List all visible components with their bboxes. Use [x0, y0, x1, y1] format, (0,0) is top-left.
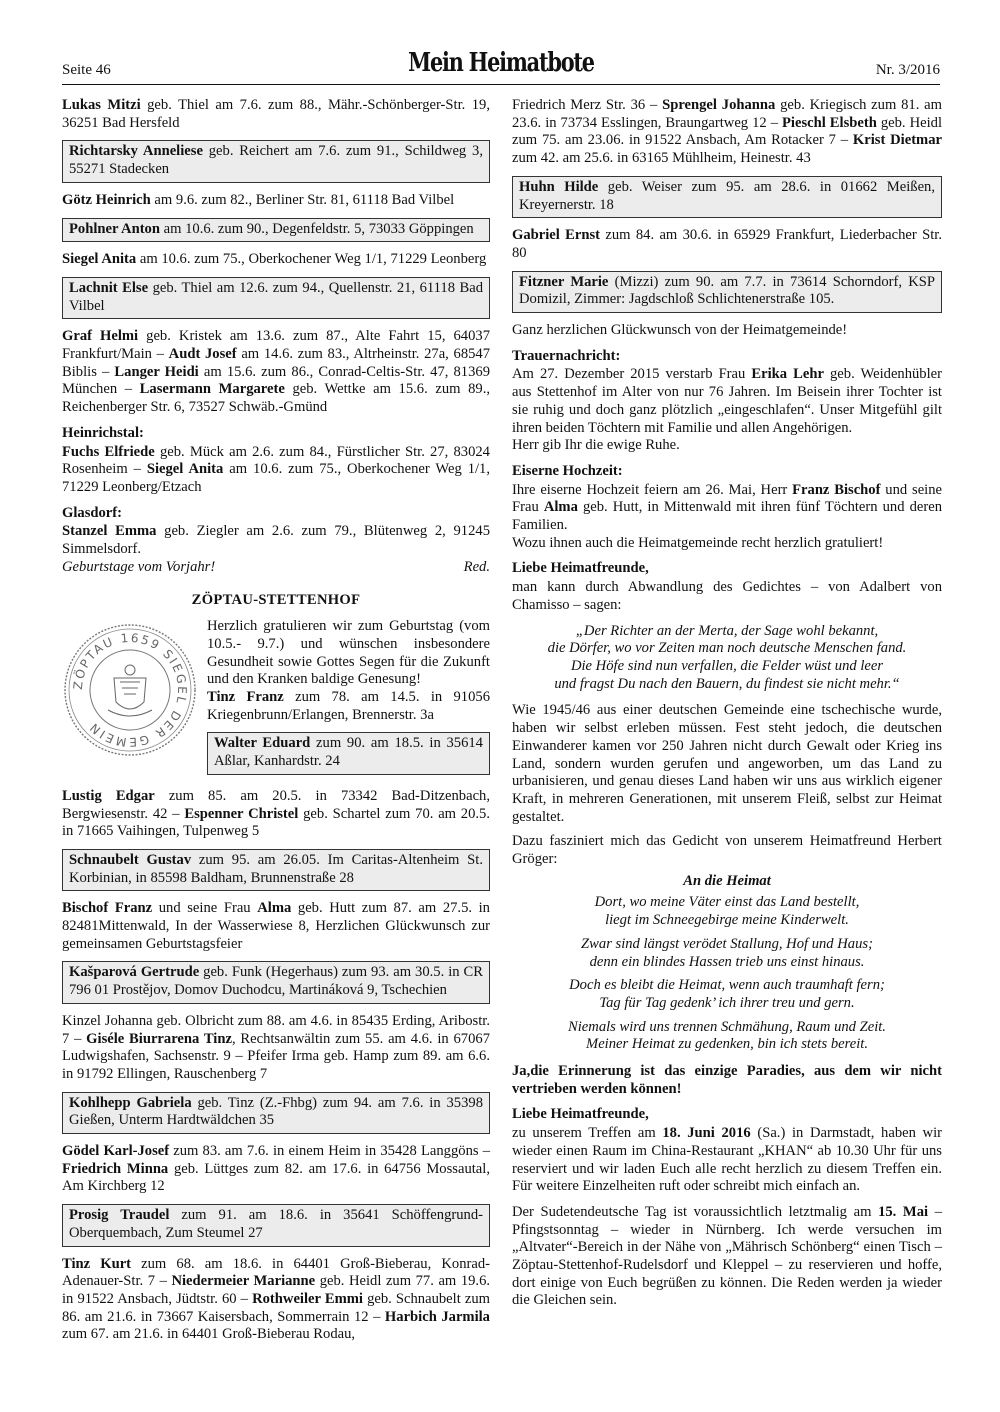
section-meeting [512, 1106, 942, 1196]
section-heinrichstal [62, 425, 490, 497]
note-signature: Red. [463, 558, 490, 575]
birthday-entry: Gabriel Ernst zum 84. am 30.6. in 65929 Frankfurt, Liederbacher Str. 80 [512, 227, 942, 261]
congratulation-line: Ganz herzlichen Glückwunsch von der Heimatgemeinde! [512, 322, 848, 339]
birthday-entry: Gödel Karl-Josef zum 83. am 7.6. in einem Heim in 35428 Langgöns – Friedrich Minna geb. Lüttges zum 82. am 17.6. in 64756 Mossautal, Am Kirchberg 12 [62, 1143, 490, 1195]
section-heading: Heinrichstal: [62, 424, 144, 441]
paragraph: Wie 1945/46 aus einer deutschen Gemeinde eine tschechische wurde, haben wir selbst erleben müssen. Fest steht jedoch, die deutschen Einwanderer kamen vor 250 Jahren nicht durch Gewalt oder Krieg ins Land, sondern wurden gerufen und angeworben, um das Land zu urbanisieren, und genau dieses Land haben wir uns aus wirklich eigener Kraft, in mehreren Generationen, mit unserem Fleiß, selbst zur Heimat gestaltet. [512, 702, 942, 825]
section-text: Stanzel Emma geb. Ziegler am 2.6. zum 79., Blütenweg 2, 91245 Simmelsdorf. [62, 523, 490, 558]
highlight-entry: Lachnit Else geb. Thiel am 12.6. zum 94., Quellenstr. 21, 61118 Bad Vilbel [62, 277, 490, 319]
highlight-entry: Walter Eduard zum 90. am 18.5. in 35614 Aßlar, Kanhardstr. 24 [207, 732, 490, 774]
bold-statement: Ja,die Erinnerung ist das einzige Paradies, aus dem wir nicht vertrieben werden können! [512, 1063, 942, 1097]
section-obituary [512, 348, 942, 455]
poem-stanza: Doch es bleibt die Heimat, wenn auch traumhaft fern; Tag für Tag gedenk’ ich ihrer treu und gern. [569, 977, 885, 1011]
issue-number: Nr. 3/2016 [875, 62, 940, 78]
paragraph: Dazu fasziniert mich das Gedicht von unserem Heimatfreund Herbert Gröger: [512, 833, 942, 868]
masthead-title: Mein Heimatbote [408, 48, 594, 78]
highlight-entry: Schnaubelt Gustav zum 95. am 26.05. Im Caritas-Altenheim St. Korbinian, in 85598 Baldham, Brunnenstraße 28 [62, 849, 490, 891]
seal-block [62, 618, 490, 784]
highlight-entry: Pohlner Anton am 10.6. zum 90., Degenfeldstr. 5, 73033 Göppingen [62, 218, 490, 243]
section-heading: Liebe Heimatfreunde, [512, 560, 649, 577]
poem [512, 894, 942, 1054]
poem-stanza: Niemals wird uns trennen Schmähung, Raum und Zeit. Meiner Heimat zu gedenken, bin ich stets bereit. [568, 1018, 886, 1053]
note-text: Geburtstage vom Vorjahr! [62, 558, 216, 575]
birthday-entry: Lukas Mitzi geb. Thiel am 7.6. zum 88., Mähr.-Schönberger-Str. 19, 36251 Bad Hersfeld [62, 97, 490, 131]
section-heading: Trauernachricht: [512, 347, 621, 364]
highlight-entry: Prosig Traudel zum 91. am 18.6. in 35641 Schöffengrund-Oberquembach, Zum Steumel 27 [62, 1204, 490, 1246]
section-heading: Eiserne Hochzeit: [512, 462, 623, 479]
birthday-entry: Bischof Franz und seine Frau Alma geb. Hutt zum 87. am 27.5. in 82481Mittenwald, In der Wasserwiese 8, Herzlichen Glückwunsch zur gemeinsamen Geburtstagsfeier [62, 900, 490, 952]
highlight-entry: Kohlhepp Gabriela geb. Tinz (Z.-Fhbg) zum 94. am 7.6. in 35398 Gießen, Unterm Hardtwäldchen 35 [62, 1092, 490, 1134]
section-text: man kann durch Abwandlung des Gedichtes – von Adalbert von Chamisso – sagen: [512, 579, 942, 613]
section-title: ZÖPTAU-STETTENHOF [191, 592, 361, 609]
birthday-entry: Tinz Kurt zum 68. am 18.6. in 64401 Groß-Bieberau, Konrad-Adenauer-Str. 7 – Niedermeier Marianne geb. Heidl zum 77. am 19.6. in 91522 Ansbach, Jüdtstr. 60 – Rothweiler Emmi geb. Schnaubelt zum 86. am 21.6. in 73667 Kaisersbach, Sommerrain 12 – Harbich Jarmila zum 67. am 21.6. in 64401 Groß-Bieberau Rodau, [62, 1255, 491, 1343]
section-iron-wedding [512, 463, 942, 553]
left-column [62, 97, 490, 1352]
birthday-entry: Graf Helmi geb. Kristek am 13.6. zum 87., Alte Fahrt 15, 64037 Frankfurt/Main – Audt Josef am 14.6. zum 83., Altrheinstr. 27a, 68547 Biblis – Langer Heidi am 15.6. zum 86., Conrad-Celtis-Str. 47, 81369 München – Lasermann Margarete geb. Wettke am 15.6. zum 89., Reichenberger Str. 6, 73527 Schwäb.-Gmünd [62, 328, 491, 416]
section-text: zu unserem Treffen am 18. Juni 2016 (Sa.) in Darmstadt, haben wir wieder einen Raum im China-Restaurant „KHAN“ ab 10.30 Uhr für uns reserviert und wir laden Euch alle recht herzlich zu diesem Treffen ein. Für weitere Einzelheiten ruft oder schreibt mich einfach an. [512, 1125, 943, 1195]
municipal-seal-icon [62, 622, 198, 758]
poem-stanza: Zwar sind längst verödet Stallung, Hof und Haus; denn ein blindes Hassen trieb uns einst hinaus. [581, 935, 873, 970]
birthday-entry: Lustig Edgar zum 85. am 20.5. in 73342 Bad-Ditzenbach, Bergwiesenstr. 42 – Espenner Christel geb. Schartel zum 70. am 20.5. in 71665 Vaihingen, Tulpenweg 5 [62, 787, 490, 840]
highlight-entry: Huhn Hilde geb. Weiser zum 95. am 28.6. in 01662 Meißen, Kreyernerstr. 18 [512, 176, 942, 218]
section-text: Ihre eiserne Hochzeit feiern am 26. Mai, Herr Franz Bischof und seine Frau Alma geb. Hutt, in Mittenwald mit ihren fünf Töchtern und deren Familien. Wozu ihnen auch die Heimatgemeinde recht herzlich gratuliert! [512, 481, 943, 551]
birthday-entry: Götz Heinrich am 9.6. zum 82., Berliner Str. 81, 61118 Bad Vilbel [62, 191, 455, 208]
editorial-note [62, 559, 490, 577]
highlight-entry: Fitzner Marie (Mizzi) zum 90. am 7.7. in 73614 Schorndorf, KSP Domizil, Zimmer: Jagdschloß Schlichtenerstraße 105. [512, 271, 942, 313]
quoted-poem: „Der Richter an der Merta, der Sage wohl bekannt, die Dörfer, wo vor Zeiten man noch deutsche Menschen fand. Die Höfe sind nun verfallen, die Felder wüst und leer und fragst Du nach den Bauern, du findest sie nicht mehr.“ [547, 622, 907, 692]
right-column [512, 97, 942, 1317]
poem-title: An die Heimat [683, 872, 771, 889]
birthday-entry: Siegel Anita am 10.6. zum 75., Oberkochener Weg 1/1, 71229 Leonberg [62, 251, 487, 268]
section-text: Am 27. Dezember 2015 verstarb Frau Erika Lehr geb. Weidenhübler aus Stettenhof im Alter von nur 76 Jahren. Im Beisein ihrer Tochter ist sie ruhig und doch ganz plötzlich „eingeschlafen“. Unser Mitgefühl gilt ihren beiden Töchtern mit Familie und allen Angehörigen. Herr gib Ihr die ewige Ruhe. [512, 366, 943, 454]
section-letter [512, 560, 942, 614]
svg-text:ZÖPTAU 1659 SIEGEL DER GEMEIN: ZÖPTAU 1659 SIEGEL DER GEMEIN [70, 630, 190, 750]
highlight-entry: Kašparová Gertrude geb. Funk (Hegerhaus) zum 93. am 30.5. in CR 796 01 Prostějov, Domov Duchodcu, Martináková 9, Tschechien [62, 961, 490, 1003]
highlight-entry: Richtarsky Anneliese geb. Reichert am 7.6. zum 91., Schildweg 3, 55271 Stadecken [62, 140, 490, 182]
paragraph: Der Sudetendeutsche Tag ist voraussichtlich letztmalig am 15. Mai – Pfingstsonntag – wieder in Nürnberg. Ich werde versuchen im „Altvater“-Bereich in der Nähe von „Mährisch Schönberg“ einen Tisch – Zöptau-Stettenhof-Rudelsdorf und Kleppel – zu reservieren und hoffe, dort einige von Euch begrüßen zu können. Die Reden werden ja wieder die Gleichen sein. [512, 1203, 942, 1309]
birthday-entry: Tinz Franz zum 78. am 14.5. in 91056 Kriegenbrunn/Erlangen, Brennerstr. 3a [207, 688, 490, 723]
section-heading: Liebe Heimatfreunde, [512, 1106, 649, 1123]
page-header [62, 50, 940, 85]
birthday-entry: Friedrich Merz Str. 36 – Sprengel Johanna geb. Kriegisch zum 81. am 23.6. in 73734 Esslingen, Braungartweg 12 – Pieschl Elsbeth geb. Heidl zum 75. am 23.06. in 91522 Ansbach, Am Rotacker 7 – Krist Dietmar zum 42. am 25.6. in 63165 Mühlheim, Heinestr. 43 [512, 97, 942, 167]
birthday-entry: Kinzel Johanna geb. Olbricht zum 88. am 4.6. in 85435 Erding, Aribostr. 7 – Giséle Biurrarena Tinz, Rechtsanwältin zum 55. am 4.6. in 67067 Ludwigshafen, Sachsenstr. 9 – Pfeifer Irma geb. Hamp zum 89. am 6.6. in 91792 Ellingen, Rauschenberg 7 [62, 1012, 490, 1082]
section-glasdorf [62, 505, 490, 559]
poem-stanza: Dort, wo meine Väter einst das Land bestellt, liegt im Schneegebirge meine Kinderwelt. [594, 894, 860, 929]
greeting-text: Herzlich gratulieren wir zum Geburtstag (vom 10.5.- 9.7.) und wünschen insbesondere Gesundheit sowie Gottes Segen für die Zukunft und den Kranken baldige Genesung! [207, 618, 490, 688]
page-number: Seite 46 [62, 62, 111, 78]
section-text: Fuchs Elfriede geb. Mück am 2.6. zum 84., Fürstlicher Str. 27, 83024 Rosenheim – Siegel Anita am 10.6. zum 75., Oberkochener Weg 1/1, 71229 Leonberg/Etzach [62, 443, 490, 495]
section-heading: Glasdorf: [62, 504, 122, 521]
greeting-block [207, 618, 490, 784]
